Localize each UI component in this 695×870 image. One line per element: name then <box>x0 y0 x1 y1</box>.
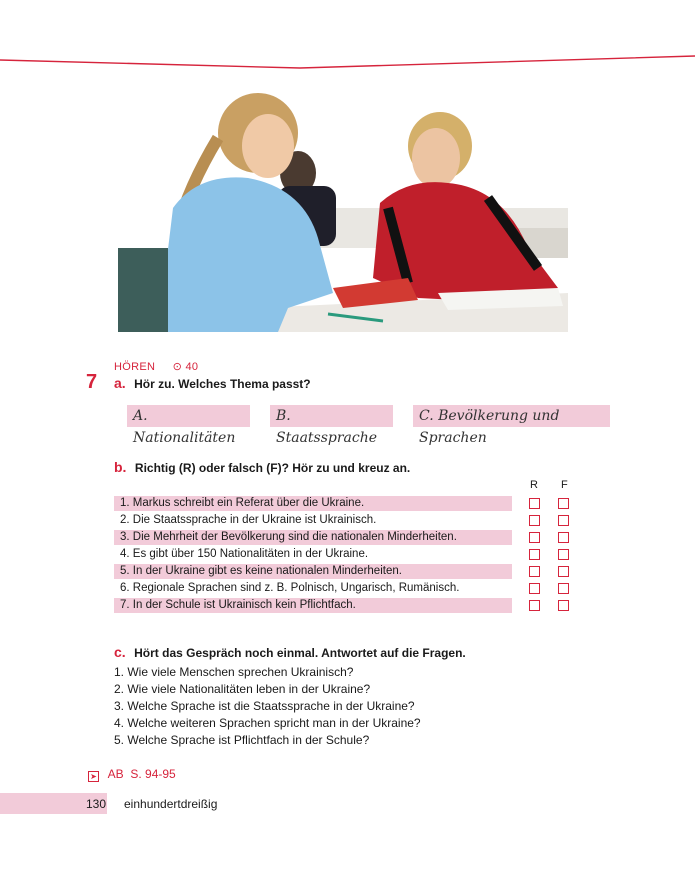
column-f-label: F <box>561 479 568 491</box>
section-label <box>114 360 198 373</box>
part-b-heading <box>114 459 410 477</box>
checkbox-f-2[interactable] <box>558 515 569 526</box>
checkbox-r-2[interactable] <box>529 515 540 526</box>
part-c-instruction: Hört das Gespräch noch einmal. Antwortet auf die Fragen. <box>134 646 466 660</box>
checkbox-r-7[interactable] <box>529 600 540 611</box>
part-c-letter: c. <box>114 644 126 660</box>
arrow-right-icon: ➤ <box>88 771 99 782</box>
statement-3: 3. Die Mehrheit der Bevölkerung sind die nationalen Minderheiten. <box>114 530 512 545</box>
workbook-reference-text: AB S. 94-95 <box>107 767 176 781</box>
checkbox-f-1[interactable] <box>558 498 569 509</box>
part-b-instruction: Richtig (R) oder falsch (F)? Hör zu und kreuz an. <box>134 461 411 475</box>
column-r-label: R <box>530 479 538 491</box>
page-number: 130 <box>86 797 107 811</box>
cd-track: 40 <box>185 361 199 373</box>
cd-icon: ⊙ <box>172 361 183 373</box>
question-list <box>114 664 421 749</box>
page-number-words: einhundertdreißig <box>124 797 218 811</box>
part-a-letter: a. <box>114 375 126 391</box>
part-c-heading <box>114 644 466 662</box>
question-1: 1. Wie viele Menschen sprechen Ukrainisch? <box>114 665 354 679</box>
checkbox-f-3[interactable] <box>558 532 569 543</box>
checkbox-r-4[interactable] <box>529 549 540 560</box>
checkbox-f-4[interactable] <box>558 549 569 560</box>
checkbox-r-3[interactable] <box>529 532 540 543</box>
checkbox-f-7[interactable] <box>558 600 569 611</box>
option-b: B. Staatssprache <box>270 405 393 427</box>
part-a-heading <box>114 375 311 393</box>
checkbox-f-5[interactable] <box>558 566 569 577</box>
checkbox-r-6[interactable] <box>529 583 540 594</box>
question-4: 4. Welche weiteren Sprachen spricht man in der Ukraine? <box>114 716 421 730</box>
statement-5: 5. In der Ukraine gibt es keine nationalen Minderheiten. <box>114 564 512 579</box>
top-rule <box>0 0 695 75</box>
part-b-letter: b. <box>114 459 127 475</box>
task-number: 7 <box>86 371 98 393</box>
option-c: C. Bevölkerung und Sprachen <box>413 405 610 427</box>
statement-4: 4. Es gibt über 150 Nationalitäten in der Ukraine. <box>120 548 369 560</box>
statement-1: 1. Markus schreibt ein Referat über die Ukraine. <box>114 496 512 511</box>
checkbox-r-1[interactable] <box>529 498 540 509</box>
checkbox-r-5[interactable] <box>529 566 540 577</box>
statement-6: 6. Regionale Sprachen sind z. B. Polnisch, Ungarisch, Rumänisch. <box>120 582 460 594</box>
checkbox-f-6[interactable] <box>558 583 569 594</box>
option-a: A. Nationalitäten <box>127 405 250 427</box>
question-2: 2. Wie viele Nationalitäten leben in der Ukraine? <box>114 682 371 696</box>
statement-7: 7. In der Schule ist Ukrainisch kein Pflichtfach. <box>114 598 512 613</box>
part-a-instruction: Hör zu. Welches Thema passt? <box>134 377 311 391</box>
question-5: 5. Welche Sprache ist Pflichtfach in der Schule? <box>114 733 370 747</box>
workbook-reference[interactable] <box>88 767 176 782</box>
statement-2: 2. Die Staatssprache in der Ukraine ist Ukrainisch. <box>120 514 377 526</box>
classroom-photo <box>118 78 568 332</box>
section-title: HÖREN <box>114 361 156 373</box>
question-3: 3. Welche Sprache ist die Staatssprache in der Ukraine? <box>114 699 415 713</box>
